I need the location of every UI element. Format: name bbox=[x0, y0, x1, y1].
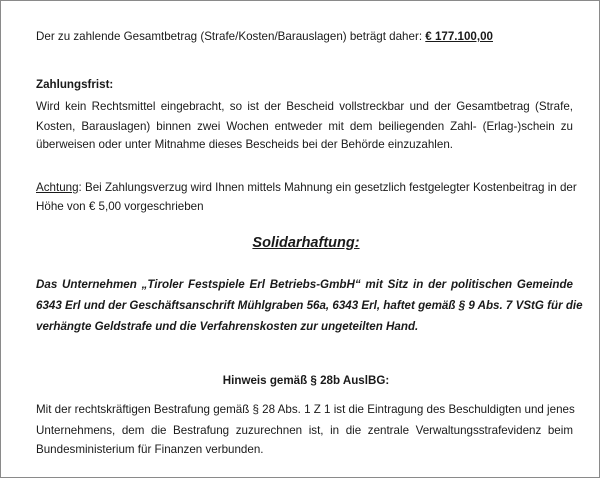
total-amount-line bbox=[36, 27, 493, 47]
zahlungsfrist-line-3: überweisen oder unter Mitnahme dieses Bescheids bei der Behörde einzuzahlen. bbox=[36, 138, 453, 151]
hinweis-line-3: Bundesministerium für Finanzen verbunden. bbox=[36, 443, 264, 456]
zahlungsfrist-line-1: Wird kein Rechtsmittel eingebracht, so ist der Bescheid vollstreckbar und der Gesamtbetrag (Strafe, bbox=[36, 100, 573, 113]
total-amount-value: € 177.100,00 bbox=[425, 30, 493, 43]
solidarhaftung-line-2: 6343 Erl und der Geschäftsanschrift Mühlgraben 56a, 6343 Erl, haftet gemäß § 9 Abs. 7 VStG für die bbox=[36, 299, 583, 312]
solidarhaftung-line-3: verhängte Geldstrafe und die Verfahrenskosten zur ungeteilten Hand. bbox=[36, 320, 419, 333]
hinweis-line-2: Unternehmens, dem die Bestrafung zuzurechnen ist, in die zentrale Verwaltungsstrafevidenz beim bbox=[36, 424, 573, 437]
achtung-line-1 bbox=[36, 178, 577, 198]
achtung-line-2: Höhe von € 5,00 vorgeschrieben bbox=[36, 200, 204, 213]
achtung-line-1-text: : Bei Zahlungsverzug wird Ihnen mittels Mahnung ein gesetzlich festgelegter Kostenbeitrag in der bbox=[78, 181, 577, 194]
hinweis-line-1: Mit der rechtskräftigen Bestrafung gemäß § 28 Abs. 1 Z 1 ist die Eintragung des Beschuldigten und jenes bbox=[36, 403, 575, 416]
total-amount-text: Der zu zahlende Gesamtbetrag (Strafe/Kosten/Barauslagen) beträgt daher: bbox=[36, 30, 423, 43]
achtung-label: Achtung bbox=[36, 181, 79, 194]
zahlungsfrist-heading: Zahlungsfrist: bbox=[36, 78, 114, 91]
solidarhaftung-heading: Solidarhaftung: bbox=[252, 235, 360, 251]
zahlungsfrist-line-2: Kosten, Barauslagen) binnen zwei Wochen entweder mit dem beiliegenden Zahl- (Erlag-)schein zu bbox=[36, 120, 573, 133]
hinweis-heading: Hinweis gemäß § 28b AuslBG: bbox=[222, 374, 390, 387]
solidarhaftung-line-1: Das Unternehmen „Tiroler Festspiele Erl Betriebs-GmbH“ mit Sitz in der politischen Gemeinde bbox=[36, 278, 573, 291]
